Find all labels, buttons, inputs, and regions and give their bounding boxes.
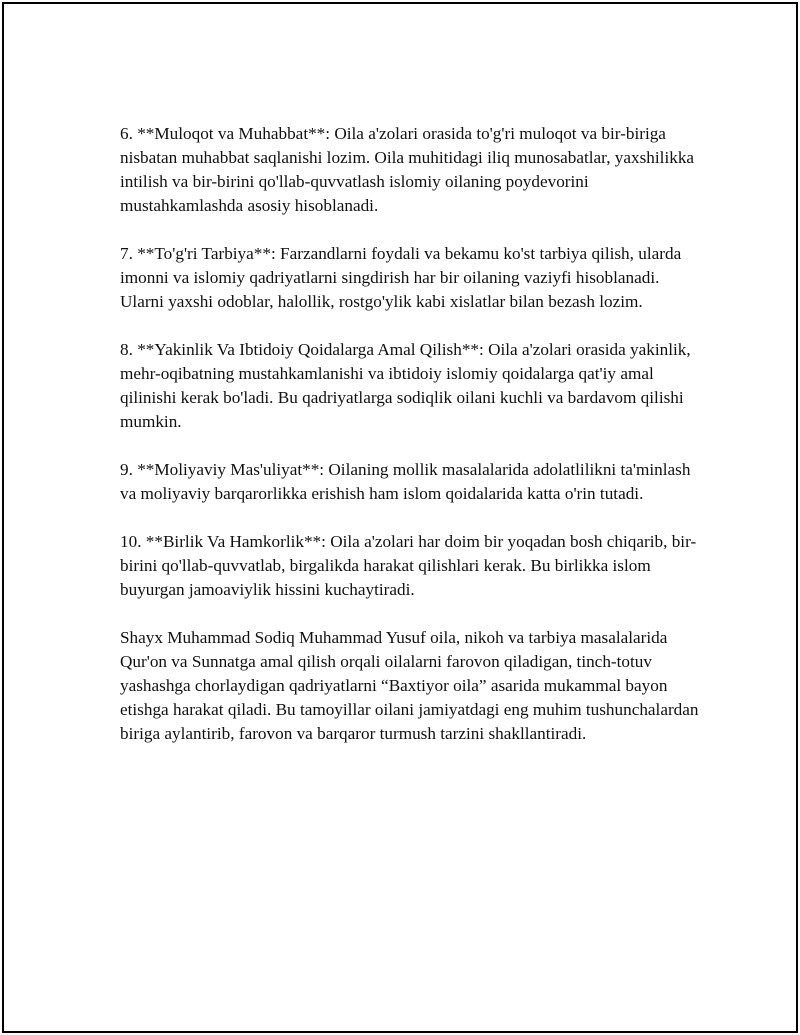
paragraph-muloqot-va-muhabbat: 6. **Muloqot va Muhabbat**: Oila a'zolari orasida to'g'ri muloqot va bir-biriga nisbatan muhabbat saqlanishi lozim. Oila muhitidagi iliq munosabatlar, yaxshilikka intilish va bir-birini qo'llab-quvvatlash islomiy oilaning poydevorini mustahkamlashda asosiy hisoblanadi. [120, 124, 695, 215]
paragraph-conclusion: Shayx Muhammad Sodiq Muhammad Yusuf oila, nikoh va tarbiya masalalarida Qur'on va Sunnatga amal qilish orqali oilalarni farovon qiladigan, tinch-totuv yashashga chorlaydigan qadriyatlarni “Baxtiyor oila” asarida mukammal bayon etishga harakat qiladi. Bu tamoyillar oilani jamiyatdagi eng muhim tushunchalardan biriga aylantirib, farovon va barqaror turmush tarzini shakllantiradi. [120, 628, 699, 743]
paragraph-yakinlik-va-qoidalar: 8. **Yakinlik Va Ibtidoiy Qoidalarga Amal Qilish**: Oila a'zolari orasida yakinlik, mehr-oqibatning mustahkamlanishi va ibtidoiy islomiy qoidalarga qat'iy amal qilinishi kerak bo'ladi. Bu qadriyatlarga sodiqlik oilani kuchli va bardavom qilishi mumkin. [120, 340, 691, 431]
paragraph-birlik-va-hamkorlik: 10. **Birlik Va Hamkorlik**: Oila a'zolari har doim bir yoqadan bosh chiqarib, bir-birini qo'llab-quvvatlab, birgalikda harakat qilishlari kerak. Bu birlikka islom buyurgan jamoaviylik hissini kuchaytiradi. [120, 532, 697, 599]
document-body [120, 122, 700, 770]
paragraph-moliyaviy-masuliyat: 9. **Moliyaviy Mas'uliyat**: Oilaning mollik masalalarida adolatlilikni ta'minlash va moliyaviy barqarorlikka erishish ham islom qoidalarida katta o'rin tutadi. [120, 460, 691, 503]
page-frame [2, 2, 798, 1033]
paragraph-togri-tarbiya: 7. **To'g'ri Tarbiya**: Farzandlarni foydali va bekamu ko'st tarbiya qilish, ularda imonni va islomiy qadriyatlarni singdirish har bir oilaning vaziyfi hisoblanadi. Ularni yaxshi odoblar, halollik, rostgo'ylik kabi xislatlar bilan bezash lozim. [120, 244, 682, 311]
